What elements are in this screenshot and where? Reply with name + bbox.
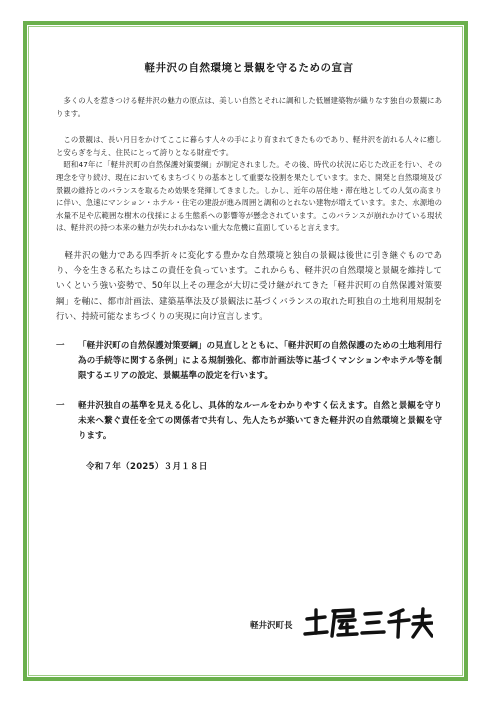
declaration-date: 令和７年（2025）３月１８日 bbox=[86, 462, 208, 473]
paragraph-1: 多くの人を惹きつける軽井沢の魅力の原点は、美しい自然とそれに調和した低層建築物が織りなす独自の景観にあります。 bbox=[56, 96, 442, 118]
mayor-title: 軽井沢町長 bbox=[250, 621, 293, 631]
declaration-item-1 bbox=[56, 339, 442, 385]
signature-block bbox=[250, 606, 433, 640]
declaration-text: 「軽井沢町の自然保護対策要綱」の見直しとともに、「軽井沢町の自然保護のための土地利用行為の手続等に関する条例」による規制強化、都市計画法等に基づくマンションやホテル等を制限するエリアの設定、景観基準の設定を行います。 bbox=[78, 340, 442, 382]
handwritten-signature-image bbox=[303, 606, 433, 640]
document-title: 軽井沢の自然環境と景観を守るための宣言 bbox=[144, 62, 354, 74]
paragraph-3: 昭和47年に「軽井沢町の自然保護対策要綱」が制定されました。その後、時代の状況に応じた改正を行い、その理念を守り続け、現在においてもまちづくりの基本として重要な役割を果たしています。また、開発と自然環境及び景観の維持とのバランスを取るため効果を発揮してきました。しかし、近年の居住地・滞在地としての人気の高まりに伴い、急速にマンション・ホテル・住宅の建設が進み周囲と調和のとれない建物が増えています。また、水源地の水量不足や広範囲な樹木の伐採による生態系への影響等が懸念されています。このバランスが崩れかけている現状は、軽井沢の持つ本来の魅力が失われかねない重大な危機に直面していると言えます。 bbox=[56, 160, 442, 233]
declaration-marker: 一 bbox=[56, 400, 65, 411]
declaration-text: 軽井沢独自の基準を見える化し、具体的なルールをわかりやすく伝えます。自然と景観を守り未来へ繋ぐ責任を全ての関係者で共有し、先人たちが築いてきた軽井沢の自然環境と景観を守ります。 bbox=[78, 400, 442, 441]
declaration-body bbox=[56, 60, 442, 472]
declaration-item-2 bbox=[56, 399, 442, 445]
paragraph-2: この景観は、長い月日をかけてここに暮らす人々の手により育まれてきたものであり、軽井沢を訪れる人々に癒しと安らぎを与え、住民にとって誇りとなる財産です。 bbox=[56, 135, 442, 157]
declaration-marker: 一 bbox=[56, 340, 65, 351]
paragraph-4: 軽井沢の魅力である四季折々に変化する豊かな自然環境と独自の景観は後世に引き継ぐものであり、今を生きる私たちはこの責任を負っています。これからも、軽井沢の自然環境と景観を維持していくという強い姿勢で、50年以上その理念が大切に受け継がれてきた「軽井沢町の自然保護対策要綱」を軸に、都市計画法、建築基準法及び景観法に基づくバランスの取れた町独自の土地利用規制を行い、持続可能なまちづくりの実現に向け宣言します。 bbox=[56, 250, 442, 322]
